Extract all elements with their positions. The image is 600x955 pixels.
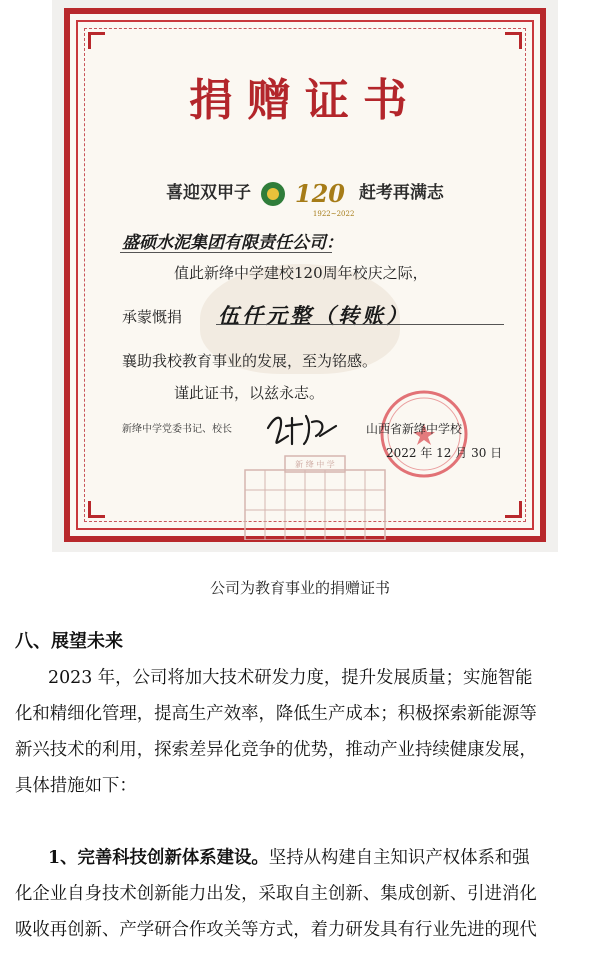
subtitle-right: 赶考再满志 — [358, 183, 444, 203]
school-logo-icon — [261, 182, 285, 206]
certificate-line-1: 值此新绛中学建校120周年校庆之际， — [174, 264, 428, 282]
handwritten-signature — [262, 406, 342, 450]
certificate-line-4: 谨此证书，以兹永志。 — [174, 384, 325, 402]
measure-title: 1、完善科技创新体系建设。 — [48, 848, 269, 868]
underline — [120, 252, 332, 253]
paragraph-2 — [0, 840, 600, 948]
donation-amount: 伍仟元整（转账） — [218, 303, 410, 328]
paragraph-line: 2023 年，公司将加大技术研发力度，提升发展质量；实施智能 — [48, 668, 533, 688]
school-name: 山西省新绛中学校 — [366, 422, 463, 436]
corner-ornament — [505, 32, 522, 49]
anniversary-logo — [294, 178, 355, 218]
measure-text: 坚持从构建自主知识产权体系和强 — [268, 848, 530, 868]
paragraph-line: 化企业自身技术创新能力出发，采取自主创新、集成创新、引进消化 — [15, 884, 537, 904]
certificate-line-3: 襄助我校教育事业的发展，至为铭感。 — [122, 352, 378, 370]
certificate-title: 捐赠证书 — [189, 75, 421, 126]
certificate-date: 2022 年 12 月 30 日 — [386, 446, 503, 460]
building-sign: 新 绛 中 学 — [295, 460, 335, 469]
anniversary-number: 120 — [294, 178, 346, 208]
corner-ornament — [88, 501, 105, 518]
signer-title: 新绛中学党委书记、校长 — [122, 424, 232, 435]
paragraph-line — [0, 840, 600, 876]
anniversary-years: 1922~2022 — [312, 209, 355, 218]
paragraph-line: 吸收再创新、产学研合作攻关等方式，着力研发具有行业先进的现代 — [15, 920, 537, 940]
subtitle-left: 喜迎双甲子 — [166, 183, 252, 203]
certificate — [64, 8, 546, 542]
figure-caption: 公司为教育事业的捐赠证书 — [209, 579, 390, 597]
certificate-photo — [52, 0, 558, 552]
paragraph-1 — [0, 660, 600, 804]
certificate-line-2-prefix: 承蒙慨捐 — [122, 308, 183, 326]
paragraph-line: 具体措施如下： — [15, 776, 137, 796]
corner-ornament — [88, 32, 105, 49]
corner-ornament — [505, 501, 522, 518]
certificate-subtitle — [70, 178, 540, 218]
section-heading: 八、展望未来 — [15, 631, 123, 652]
school-building-illustration — [240, 450, 390, 540]
underline — [216, 324, 504, 325]
recipient-company: 盛硕水泥集团有限责任公司： — [122, 233, 343, 253]
paragraph-line: 新兴技术的利用，探索差异化竞争的优势，推动产业持续健康发展， — [15, 740, 537, 760]
paragraph-line: 化和精细化管理，提高生产效率，降低生产成本；积极探索新能源等 — [15, 704, 537, 724]
